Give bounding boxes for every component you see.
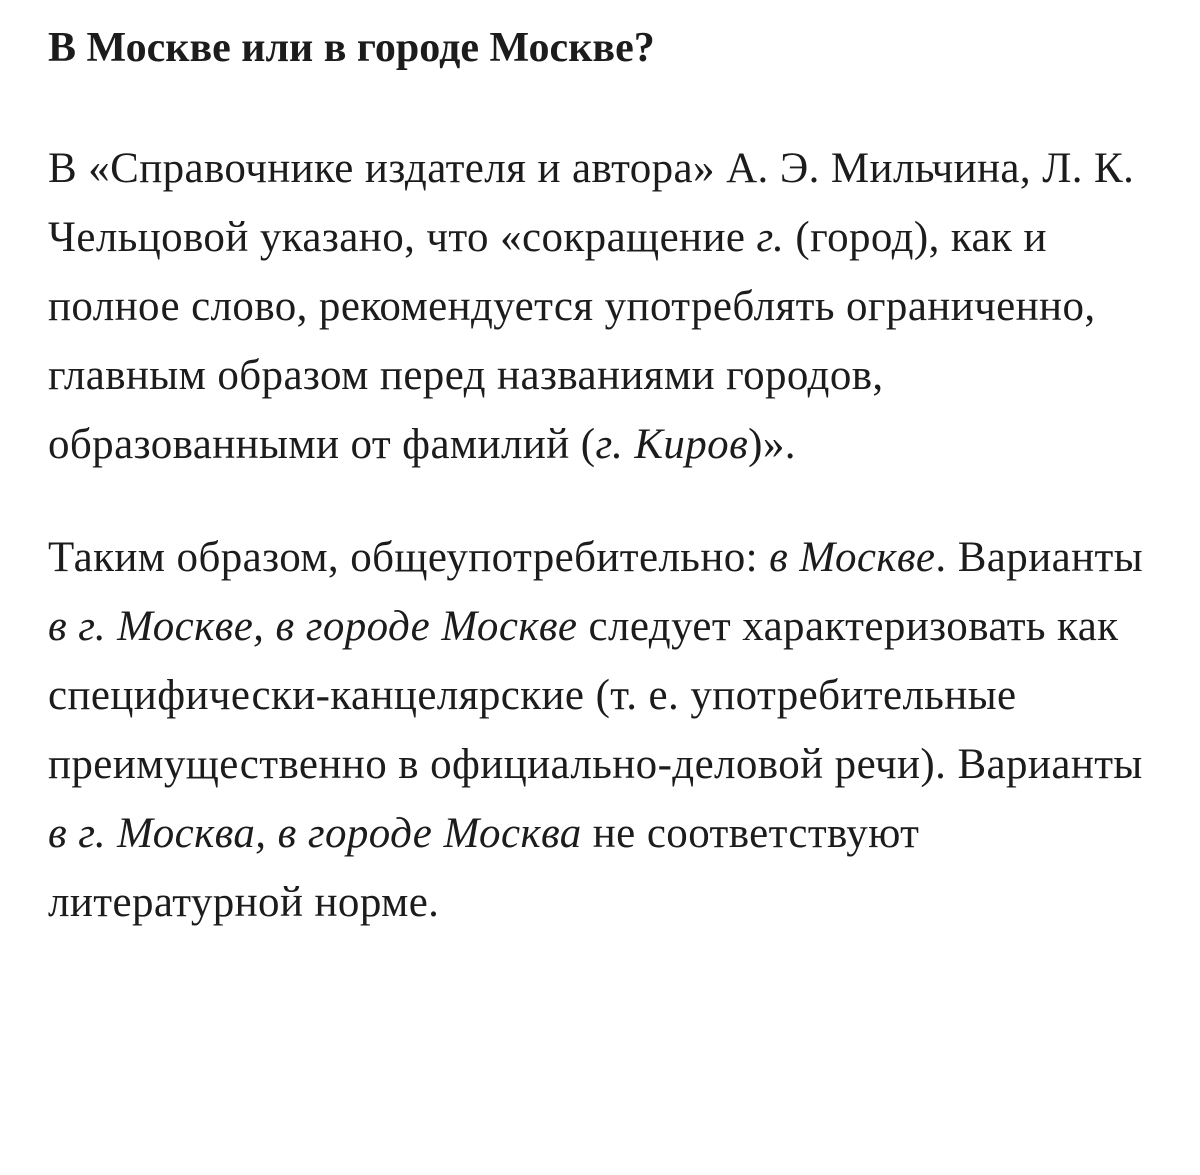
paragraph-1-italic: г. Киров	[595, 421, 749, 468]
paragraph-2-text: . Варианты	[935, 534, 1143, 581]
article	[48, 20, 1168, 937]
paragraph-1-text: В «Справочнике издателя и автора» А. Э. Мильчина, Л. К. Чельцовой указано, что «сокращение	[48, 145, 1135, 261]
paragraph-1	[48, 134, 1168, 479]
paragraph-1-text: (город), как и полное слово, рекомендуется употреблять ограниченно, главным образом перед названиями городов, образованными от фамилий (	[48, 214, 1096, 468]
paragraph-2-italic: в г. Москва, в городе Москва	[48, 810, 582, 857]
paragraph-2-text: не соответствуют литературной норме.	[48, 810, 920, 926]
paragraph-2-italic: в Москве	[769, 534, 936, 581]
paragraph-2	[48, 523, 1168, 937]
paragraph-2-italic: в г. Москве, в городе Москве	[48, 603, 578, 650]
article-title: В Москве или в городе Москве?	[48, 25, 655, 71]
paragraph-2-text: Таким образом, общеупотребительно:	[48, 534, 770, 581]
paragraph-1-italic: г.	[756, 214, 785, 261]
paragraph-1-text: )».	[748, 421, 796, 468]
paragraph-2-text: следует характеризовать как специфически-канцелярские (т. е. употребительные преимущественно в официально-деловой речи). Варианты	[48, 603, 1143, 788]
